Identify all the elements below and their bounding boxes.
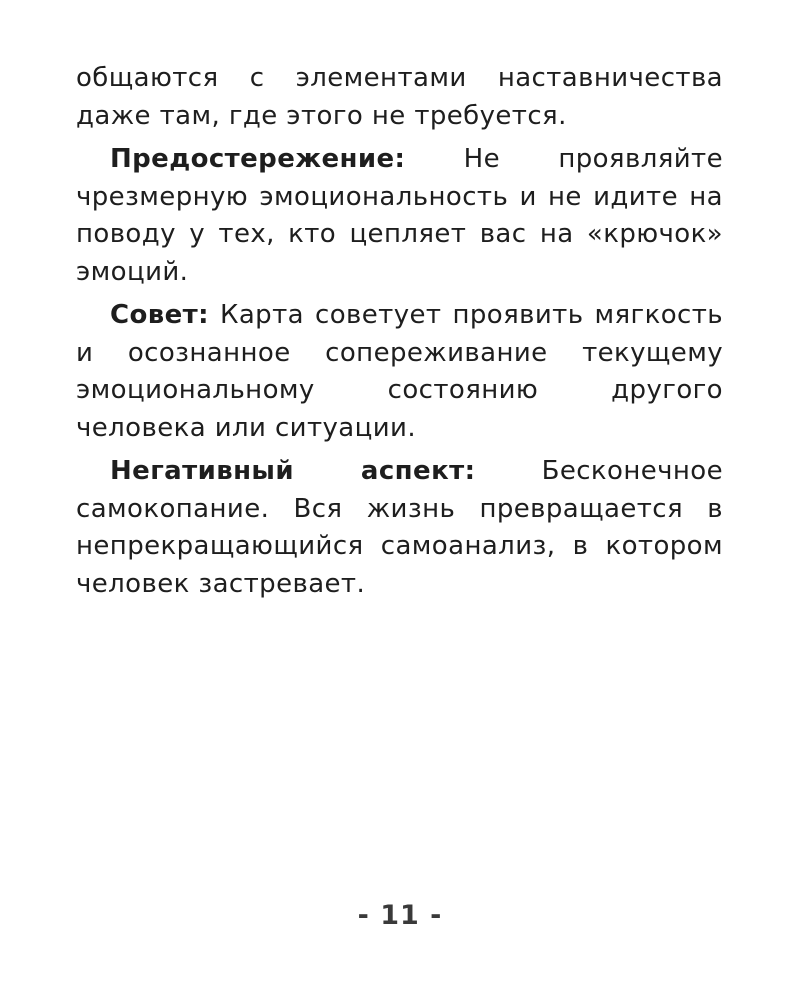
warning-text: Не проявляйте чрезмерную эмоциональность и не идите на поводу у тех, кто цепляет вас на «крючок» эмоций. — [76, 144, 723, 287]
warning-label: Предостережение: — [110, 144, 406, 174]
advice-label: Совет: — [110, 300, 209, 330]
negative-aspect-text: Бесконечное самокопание. Вся жизнь превращается в непрекращающийся самоанализ, в котором человек застревает. — [76, 456, 723, 599]
negative-aspect-label: Негативный аспект: — [110, 456, 476, 486]
page-body-text — [76, 60, 723, 609]
paragraph-advice — [76, 297, 723, 447]
paragraph-warning — [76, 141, 723, 291]
paragraph-negative-aspect — [76, 453, 723, 603]
advice-text: Карта советует проявить мягкость и осознанное сопереживание текущему эмоциональному состоянию другого человека или ситуации. — [76, 300, 723, 443]
paragraph-continuation — [76, 60, 723, 135]
page-number: - 11 - — [357, 900, 443, 931]
paragraph-text: общаются с элементами наставничества даже там, где этого не требуется. — [76, 63, 723, 131]
